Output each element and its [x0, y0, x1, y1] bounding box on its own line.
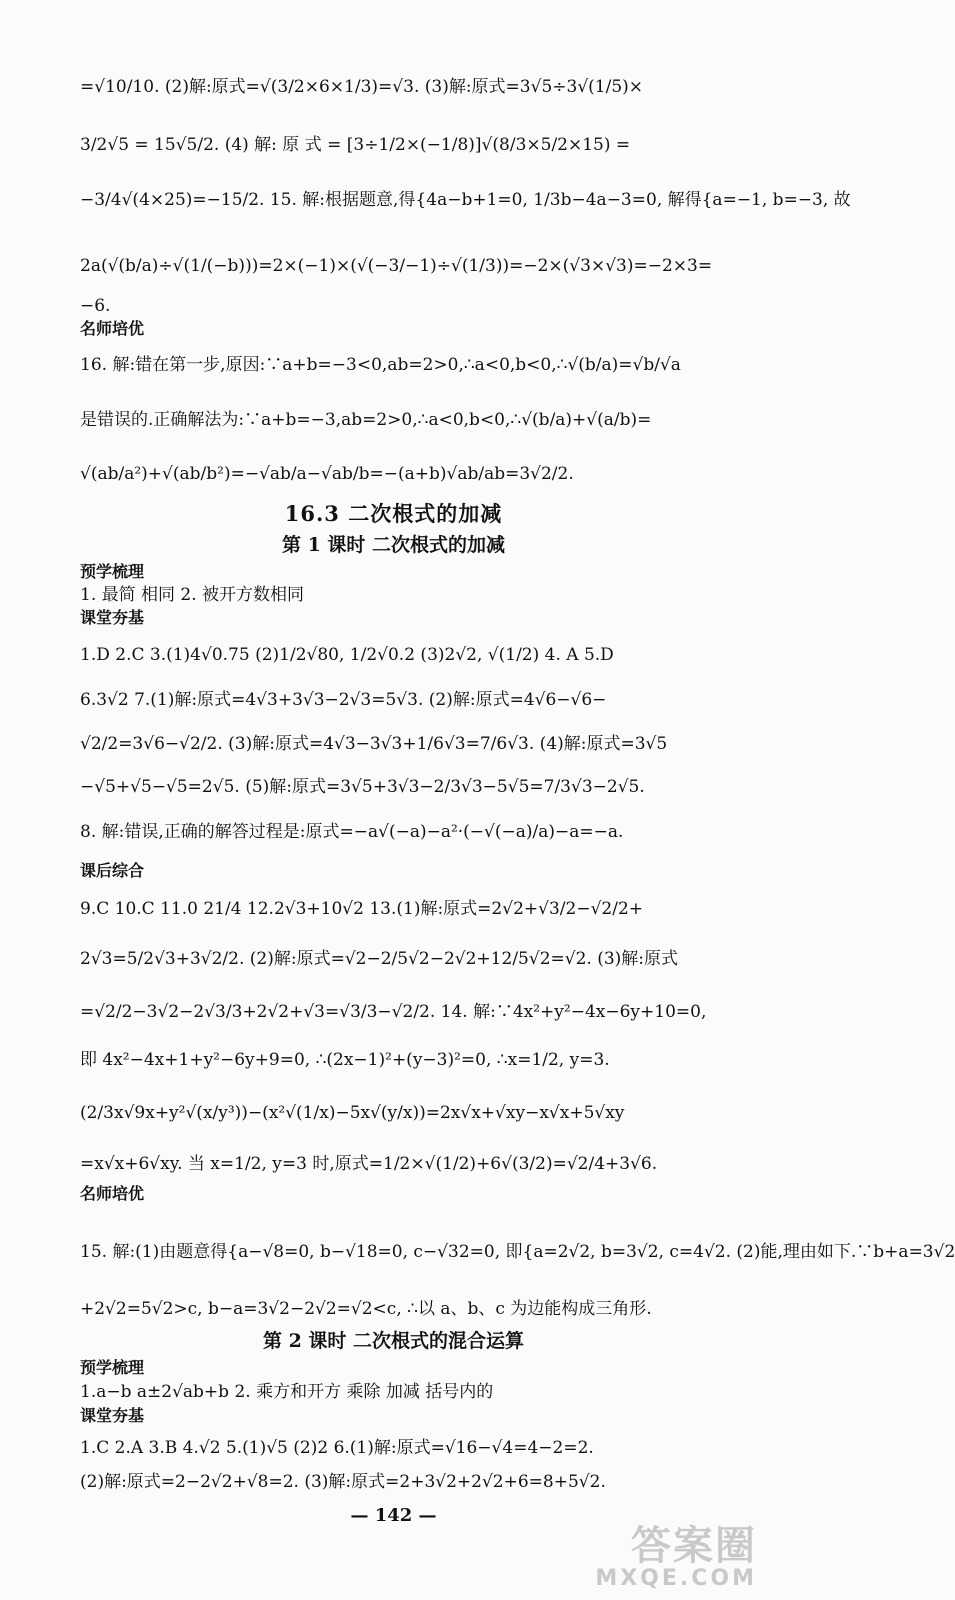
section-title: 名师培优	[80, 319, 145, 338]
text-line: 8. 解:错误,正确的解答过程是:原式=−a√(−a)−a²·(−√(−a)/a)−a=−a.	[80, 822, 624, 842]
section-title: 预学梳理	[80, 1358, 145, 1377]
chapter-heading: 16.3 二次根式的加减	[284, 501, 503, 526]
text-line: 3/2√5 = 15√5/2. (4) 解: 原 式 = [3÷1/2×(−1/8)]√(8/3×5/2×15) =	[80, 135, 631, 155]
text-line: −√5+√5−√5=2√5. (5)解:原式=3√5+3√3−2/3√3−5√5=7/3√3−2√5.	[80, 777, 645, 797]
text-line: +2√2=5√2>c, b−a=3√2−2√2=√2<c, ∴以 a、b、c 为边能构成三角形.	[80, 1299, 652, 1319]
text-line: (2)解:原式=2−2√2+√8=2. (3)解:原式=2+3√2+2√2+6=8+5√2.	[80, 1472, 606, 1492]
text-line: 是错误的.正确解法为:∵a+b=−3,ab=2>0,∴a<0,b<0,∴√(b/a)+√(a/b)=	[80, 410, 652, 430]
text-line: =√2/2−3√2−2√3/3+2√2+√3=√3/3−√2/2. 14. 解:∵4x²+y²−4x−6y+10=0,	[80, 1002, 707, 1022]
watermark-text: 答案圈	[631, 1522, 757, 1569]
text-line: −6.	[80, 296, 111, 316]
text-line: =√10/10. (2)解:原式=√(3/2×6×1/3)=√3. (3)解:原式=3√5÷3√(1/5)×	[80, 77, 644, 97]
text-line: 1. 最简 相同 2. 被开方数相同	[80, 585, 305, 605]
text-line: 9.C 10.C 11.0 21/4 12.2√3+10√2 13.(1)解:原式=2√2+√3/2−√2/2+	[80, 899, 644, 919]
text-line: 16. 解:错在第一步,原因:∵a+b=−3<0,ab=2>0,∴a<0,b<0,∴√(b/a)=√b/√a	[80, 355, 681, 375]
text-line: −3/4√(4×25)=−15/2. 15. 解:根据题意,得{4a−b+1=0, 1/3b−4a−3=0, 解得{a=−1, b=−3, 故	[80, 190, 851, 210]
text-line: 6.3√2 7.(1)解:原式=4√3+3√3−2√3=5√3. (2)解:原式=4√6−√6−	[80, 690, 607, 710]
page-number: — 142 —	[350, 1505, 437, 1526]
text-line: 1.C 2.A 3.B 4.√2 5.(1)√5 (2)2 6.(1)解:原式=√16−√4=4−2=2.	[80, 1438, 594, 1458]
watermark-url: MXQE.COM	[595, 1565, 757, 1591]
text-line: √(ab/a²)+√(ab/b²)=−√ab/a−√ab/b=−(a+b)√ab/ab=3√2/2.	[80, 464, 574, 484]
section-title: 预学梳理	[80, 562, 145, 581]
text-line: 2a(√(b/a)÷√(1/(−b)))=2×(−1)×(√(−3/−1)÷√(1/3))=−2×(√3×√3)=−2×3=	[80, 256, 713, 276]
text-line: 1.D 2.C 3.(1)4√0.75 (2)1/2√80, 1/2√0.2 (3)2√2, √(1/2) 4. A 5.D	[80, 645, 614, 665]
text-line: √2/2=3√6−√2/2. (3)解:原式=4√3−3√3+1/6√3=7/6√3. (4)解:原式=3√5	[80, 734, 668, 754]
watermark-logo	[595, 1522, 757, 1591]
text-line: 即 4x²−4x+1+y²−6y+9=0, ∴(2x−1)²+(y−3)²=0, ∴x=1/2, y=3.	[80, 1050, 610, 1070]
text-line: (2/3x√9x+y²√(x/y³))−(x²√(1/x)−5x√(y/x))=2x√x+√xy−x√x+5√xy	[80, 1103, 625, 1123]
section-title: 课堂夯基	[80, 1406, 145, 1425]
text-line: 15. 解:(1)由题意得{a−√8=0, b−√18=0, c−√32=0, 即{a=2√2, b=3√2, c=4√2. (2)能,理由如下.∵b+a=3√2	[80, 1242, 955, 1262]
text-line: =x√x+6√xy. 当 x=1/2, y=3 时,原式=1/2×√(1/2)+6√(3/2)=√2/4+3√6.	[80, 1154, 658, 1174]
lesson-heading: 第 2 课时 二次根式的混合运算	[262, 1330, 525, 1352]
section-title: 课堂夯基	[80, 608, 145, 627]
lesson-heading: 第 1 课时 二次根式的加减	[281, 534, 506, 556]
section-title: 名师培优	[80, 1184, 145, 1203]
text-line: 1.a−b a±2√ab+b 2. 乘方和开方 乘除 加减 括号内的	[80, 1382, 494, 1402]
text-line: 2√3=5/2√3+3√2/2. (2)解:原式=√2−2/5√2−2√2+12/5√2=√2. (3)解:原式	[80, 949, 679, 969]
section-title: 课后综合	[80, 861, 145, 880]
